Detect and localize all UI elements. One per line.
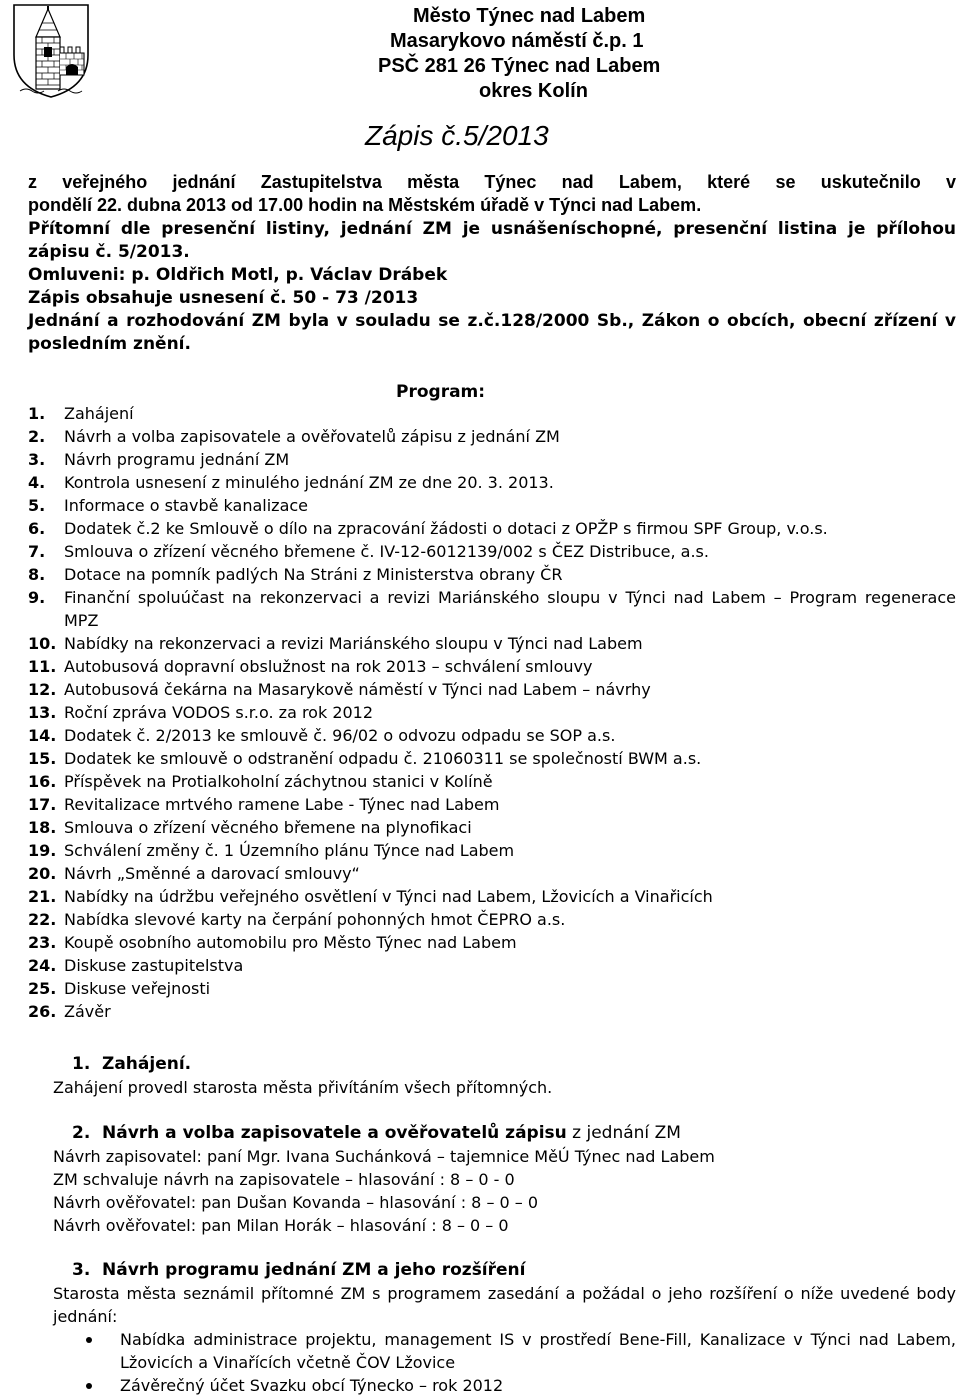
section-1-body bbox=[53, 1076, 956, 1099]
program-item-text: Příspěvek na Protialkoholní záchytnou stanici v Kolíně bbox=[64, 772, 493, 791]
town-postal: PSČ 281 26 Týnec nad Labem bbox=[378, 55, 661, 77]
program-item bbox=[28, 494, 956, 517]
program-item-text: Diskuse veřejnosti bbox=[64, 979, 211, 998]
intro-line-2: pondělí 22. dubna 2013 od 17.00 hodin na Městském úřadě v Týnci nad Labem. bbox=[28, 195, 702, 215]
program-item bbox=[28, 540, 956, 563]
program-item-text: Dodatek č. 2/2013 ke smlouvě č. 96/02 o odvozu odpadu se SOP a.s. bbox=[64, 726, 616, 745]
program-item-text: Autobusová čekárna na Masarykově náměstí v Týnci nad Labem – návrhy bbox=[64, 680, 651, 699]
program-item-number: 18. bbox=[28, 818, 57, 837]
section-2-title: Návrh a volba zapisovatele a ověřovatelů zápisu bbox=[102, 1123, 567, 1143]
program-list bbox=[28, 402, 956, 1023]
program-item bbox=[28, 908, 956, 931]
program-item-text: Koupě osobního automobilu pro Město Týnec nad Labem bbox=[64, 933, 517, 952]
program-title: Program: bbox=[396, 382, 486, 402]
section-2-title-rest: z jednání ZM bbox=[566, 1123, 681, 1143]
section-2-number: 2. bbox=[72, 1123, 91, 1143]
program-item bbox=[28, 471, 956, 494]
program-item bbox=[28, 678, 956, 701]
section-1-title: Zahájení. bbox=[102, 1054, 192, 1074]
program-item bbox=[28, 724, 956, 747]
program-item-text: Schválení změny č. 1 Územního plánu Týnce nad Labem bbox=[64, 841, 515, 860]
program-item-number: 9. bbox=[28, 588, 46, 607]
program-item-text: Dodatek č.2 ke Smlouvě o dílo na zpracování žádosti o dotaci z OPŽP s firmou SPF Group, v.o.s. bbox=[64, 519, 828, 538]
program-item-text: Nabídky na rekonzervaci a revizi Mariánského sloupu v Týnci nad Labem bbox=[64, 634, 643, 653]
town-name: Město Týnec nad Labem bbox=[413, 5, 646, 27]
program-item-number: 12. bbox=[28, 680, 57, 699]
program-item-number: 25. bbox=[28, 979, 57, 998]
program-item-number: 22. bbox=[28, 910, 57, 929]
program-item-text: Smlouva o zřízení věcného břemene na plynofikaci bbox=[64, 818, 472, 837]
section-3-heading bbox=[72, 1259, 525, 1282]
section-3-title: Návrh programu jednání ZM a jeho rozšíření bbox=[102, 1260, 526, 1280]
program-item bbox=[28, 517, 956, 540]
program-item-number: 16. bbox=[28, 772, 57, 791]
program-item bbox=[28, 655, 956, 678]
program-item-text: Dotace na pomník padlých Na Stráni z Ministerstva obrany ČR bbox=[64, 565, 563, 584]
program-item-number: 8. bbox=[28, 565, 46, 584]
program-item-text: Roční zpráva VODOS s.r.o. za rok 2012 bbox=[64, 703, 374, 722]
resolutions-text: Zápis obsahuje usnesení č. 50 - 73 /2013 bbox=[28, 288, 419, 308]
program-item-number: 3. bbox=[28, 450, 46, 469]
intro-line-1: z veřejného jednání Zastupitelstva města Týnec nad Labem, které se uskutečnilo v bbox=[28, 172, 956, 192]
program-item-text: Kontrola usnesení z minulého jednání ZM ze dne 20. 3. 2013. bbox=[64, 473, 554, 492]
excused-text: Omluveni: p. Oldřich Motl, p. Václav Drábek bbox=[28, 265, 448, 285]
program-item-number: 24. bbox=[28, 956, 57, 975]
program-item-text: Návrh programu jednání ZM bbox=[64, 450, 290, 469]
program-item-text: Návrh a volba zapisovatele a ověřovatelů zápisu z jednání ZM bbox=[64, 427, 560, 446]
town-district: okres Kolín bbox=[479, 80, 588, 102]
program-item-number: 19. bbox=[28, 841, 57, 860]
program-item bbox=[28, 862, 956, 885]
legal-text: Jednání a rozhodování ZM byla v souladu se z.č.128/2000 Sb., Zákon o obcích, obecní zřízení v posledním znění. bbox=[28, 311, 956, 354]
program-item-text: Nabídka slevové karty na čerpání pohonných hmot ČEPRO a.s. bbox=[64, 910, 566, 929]
program-item bbox=[28, 448, 956, 471]
section-2-line: Návrh ověřovatel: pan Dušan Kovanda – hlasování : 8 – 0 – 0 bbox=[53, 1193, 539, 1212]
section-2-line: ZM schvaluje návrh na zapisovatele – hlasování : 8 – 0 - 0 bbox=[53, 1170, 515, 1189]
program-item bbox=[28, 701, 956, 724]
program-item-number: 1. bbox=[28, 404, 46, 423]
program-item-number: 20. bbox=[28, 864, 57, 883]
program-item-text: Informace o stavbě kanalizace bbox=[64, 496, 309, 515]
program-item-text: Diskuse zastupitelstva bbox=[64, 956, 244, 975]
program-item bbox=[28, 747, 956, 770]
program-item-number: 10. bbox=[28, 634, 57, 653]
program-item-text: Smlouva o zřízení věcného břemene č. IV-12-6012139/002 s ČEZ Distribuce, a.s. bbox=[64, 542, 709, 561]
program-item bbox=[28, 425, 956, 448]
program-item-number: 6. bbox=[28, 519, 46, 538]
program-item-number: 13. bbox=[28, 703, 57, 722]
section-3-text: Starosta města seznámil přítomné ZM s programem zasedání a požádal o jeho rozšíření o níže uvedené body jednání: bbox=[53, 1284, 956, 1326]
section-1-heading bbox=[72, 1053, 191, 1076]
program-item bbox=[28, 586, 956, 632]
program-item-number: 2. bbox=[28, 427, 46, 446]
program-item-text: Návrh „Směnné a darovací smlouvy“ bbox=[64, 864, 360, 883]
program-item bbox=[28, 885, 956, 908]
bullet-item: Závěrečný účet Svazku obcí Týnecko – rok 2012 bbox=[53, 1374, 956, 1397]
attendance-text: Přítomní dle presenční listiny, jednání ZM je usnášeníschopné, presenční listina je přílohou zápisu č. 5/2013. bbox=[28, 219, 956, 262]
program-item-number: 14. bbox=[28, 726, 57, 745]
program-item bbox=[28, 977, 956, 1000]
program-item-number: 21. bbox=[28, 887, 57, 906]
program-item-text: Finanční spoluúčast na rekonzervaci a revizi Mariánského sloupu v Týnci nad Labem – Program regenerace MPZ bbox=[64, 588, 956, 630]
program-item-text: Dodatek ke smlouvě o odstranění odpadu č. 21060311 se společností BWM a.s. bbox=[64, 749, 702, 768]
program-item-text: Nabídky na údržbu veřejného osvětlení v Týnci nad Labem, Lžovicích a Vinařicích bbox=[64, 887, 713, 906]
section-2-heading bbox=[72, 1122, 681, 1145]
program-item-number: 5. bbox=[28, 496, 46, 515]
program-item-number: 7. bbox=[28, 542, 46, 561]
program-item bbox=[28, 816, 956, 839]
bullet-item: Nabídka administrace projektu, management IS v prostředí Bene-Fill, Kanalizace v Týnci nad Labem, Lžovicích a Vinařících včetně ČOV Lžovice bbox=[53, 1328, 956, 1374]
program-item bbox=[28, 954, 956, 977]
program-item-number: 15. bbox=[28, 749, 57, 768]
program-item-text: Revitalizace mrtvého ramene Labe - Týnec nad Labem bbox=[64, 795, 500, 814]
document-title: Zápis č.5/2013 bbox=[365, 120, 549, 151]
section-3-bullets bbox=[53, 1328, 956, 1397]
program-item-text: Autobusová dopravní obslužnost na rok 2013 – schválení smlouvy bbox=[64, 657, 593, 676]
section-1-text: Zahájení provedl starosta města přivítáním všech přítomných. bbox=[53, 1078, 553, 1097]
program-item bbox=[28, 839, 956, 862]
program-item-text: Závěr bbox=[64, 1002, 111, 1021]
program-item bbox=[28, 793, 956, 816]
program-item bbox=[28, 770, 956, 793]
program-item-number: 17. bbox=[28, 795, 57, 814]
program-item-number: 11. bbox=[28, 657, 57, 676]
section-2-line: Návrh ověřovatel: pan Milan Horák – hlasování : 8 – 0 – 0 bbox=[53, 1216, 509, 1235]
section-3-number: 3. bbox=[72, 1260, 91, 1280]
coat-of-arms-logo bbox=[12, 3, 90, 99]
program-item bbox=[28, 402, 956, 425]
program-item bbox=[28, 1000, 956, 1023]
program-item-number: 26. bbox=[28, 1002, 57, 1021]
section-3-body bbox=[53, 1282, 956, 1328]
program-item bbox=[28, 632, 956, 655]
section-2-body bbox=[53, 1145, 956, 1237]
program-item-number: 23. bbox=[28, 933, 57, 952]
program-item-text: Zahájení bbox=[64, 404, 134, 423]
section-2-line: Návrh zapisovatel: paní Mgr. Ivana Suchánková – tajemnice MěÚ Týnec nad Labem bbox=[53, 1147, 715, 1166]
program-item bbox=[28, 931, 956, 954]
section-1-number: 1. bbox=[72, 1054, 91, 1074]
program-item-number: 4. bbox=[28, 473, 46, 492]
town-address: Masarykovo náměstí č.p. 1 bbox=[390, 30, 644, 52]
program-item bbox=[28, 563, 956, 586]
